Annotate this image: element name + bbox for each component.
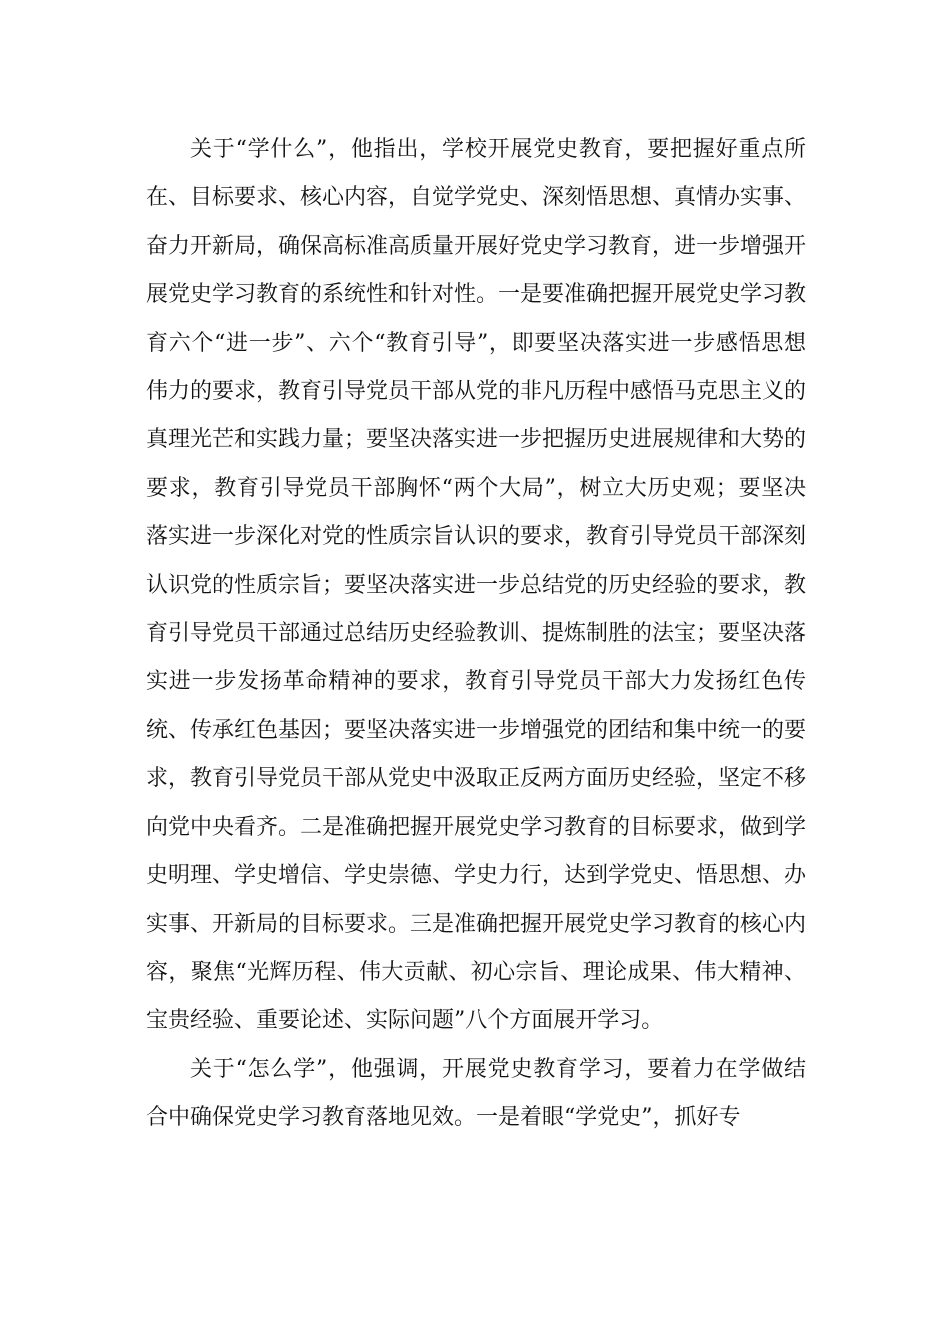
paragraph-what-to-learn: 关于“学什么”，他指出，学校开展党史教育，要把握好重点所在、目标要求、核心内容，自觉学党史、深刻悟思想、真情办实事、奋力开新局，确保高标准高质量开展好党史学习教育，进一步增强开展党史学习教育的系统性和针对性。一是要准确把握开展党史学习教育六个“进一步”、六个“教育引导”，即要坚决落实进一步感悟思想伟力的要求，教育引导党员干部从党的非凡历程中感悟马克思主义的真理光芒和实践力量；要坚决落实进一步把握历史进展规律和大势的要求，教育引导党员干部胸怀“两个大局”，树立大历史观；要坚决落实进一步深化对党的性质宗旨认识的要求，教育引导党员干部深刻认识党的性质宗旨；要坚决落实进一步总结党的历史经验的要求，教育引导党员干部通过总结历史经验教训、提炼制胜的法宝；要坚决落实进一步发扬革命精神的要求，教育引导党员干部大力发扬红色传统、传承红色基因；要坚决落实进一步增强党的团结和集中统一的要求，教育引导党员干部从党史中汲取正反两方面历史经验，坚定不移向党中央看齐。二是准确把握开展党史学习教育的目标要求，做到学史明理、学史增信、学史崇德、学史力行，达到学党史、悟思想、办实事、开新局的目标要求。三是准确把握开展党史学习教育的核心内容，聚焦“光辉历程、伟大贡献、初心宗旨、理论成果、伟大精神、宝贵经验、重要论述、实际问题”八个方面展开学习。 <box>146 137 807 1034</box>
paragraph-how-to-learn: 关于“怎么学”，他强调，开展党史教育学习，要着力在学做结合中确保党史学习教育落地见效。一是着眼“学党史”，抓好专 <box>146 1056 806 1131</box>
document-body <box>146 126 806 1143</box>
